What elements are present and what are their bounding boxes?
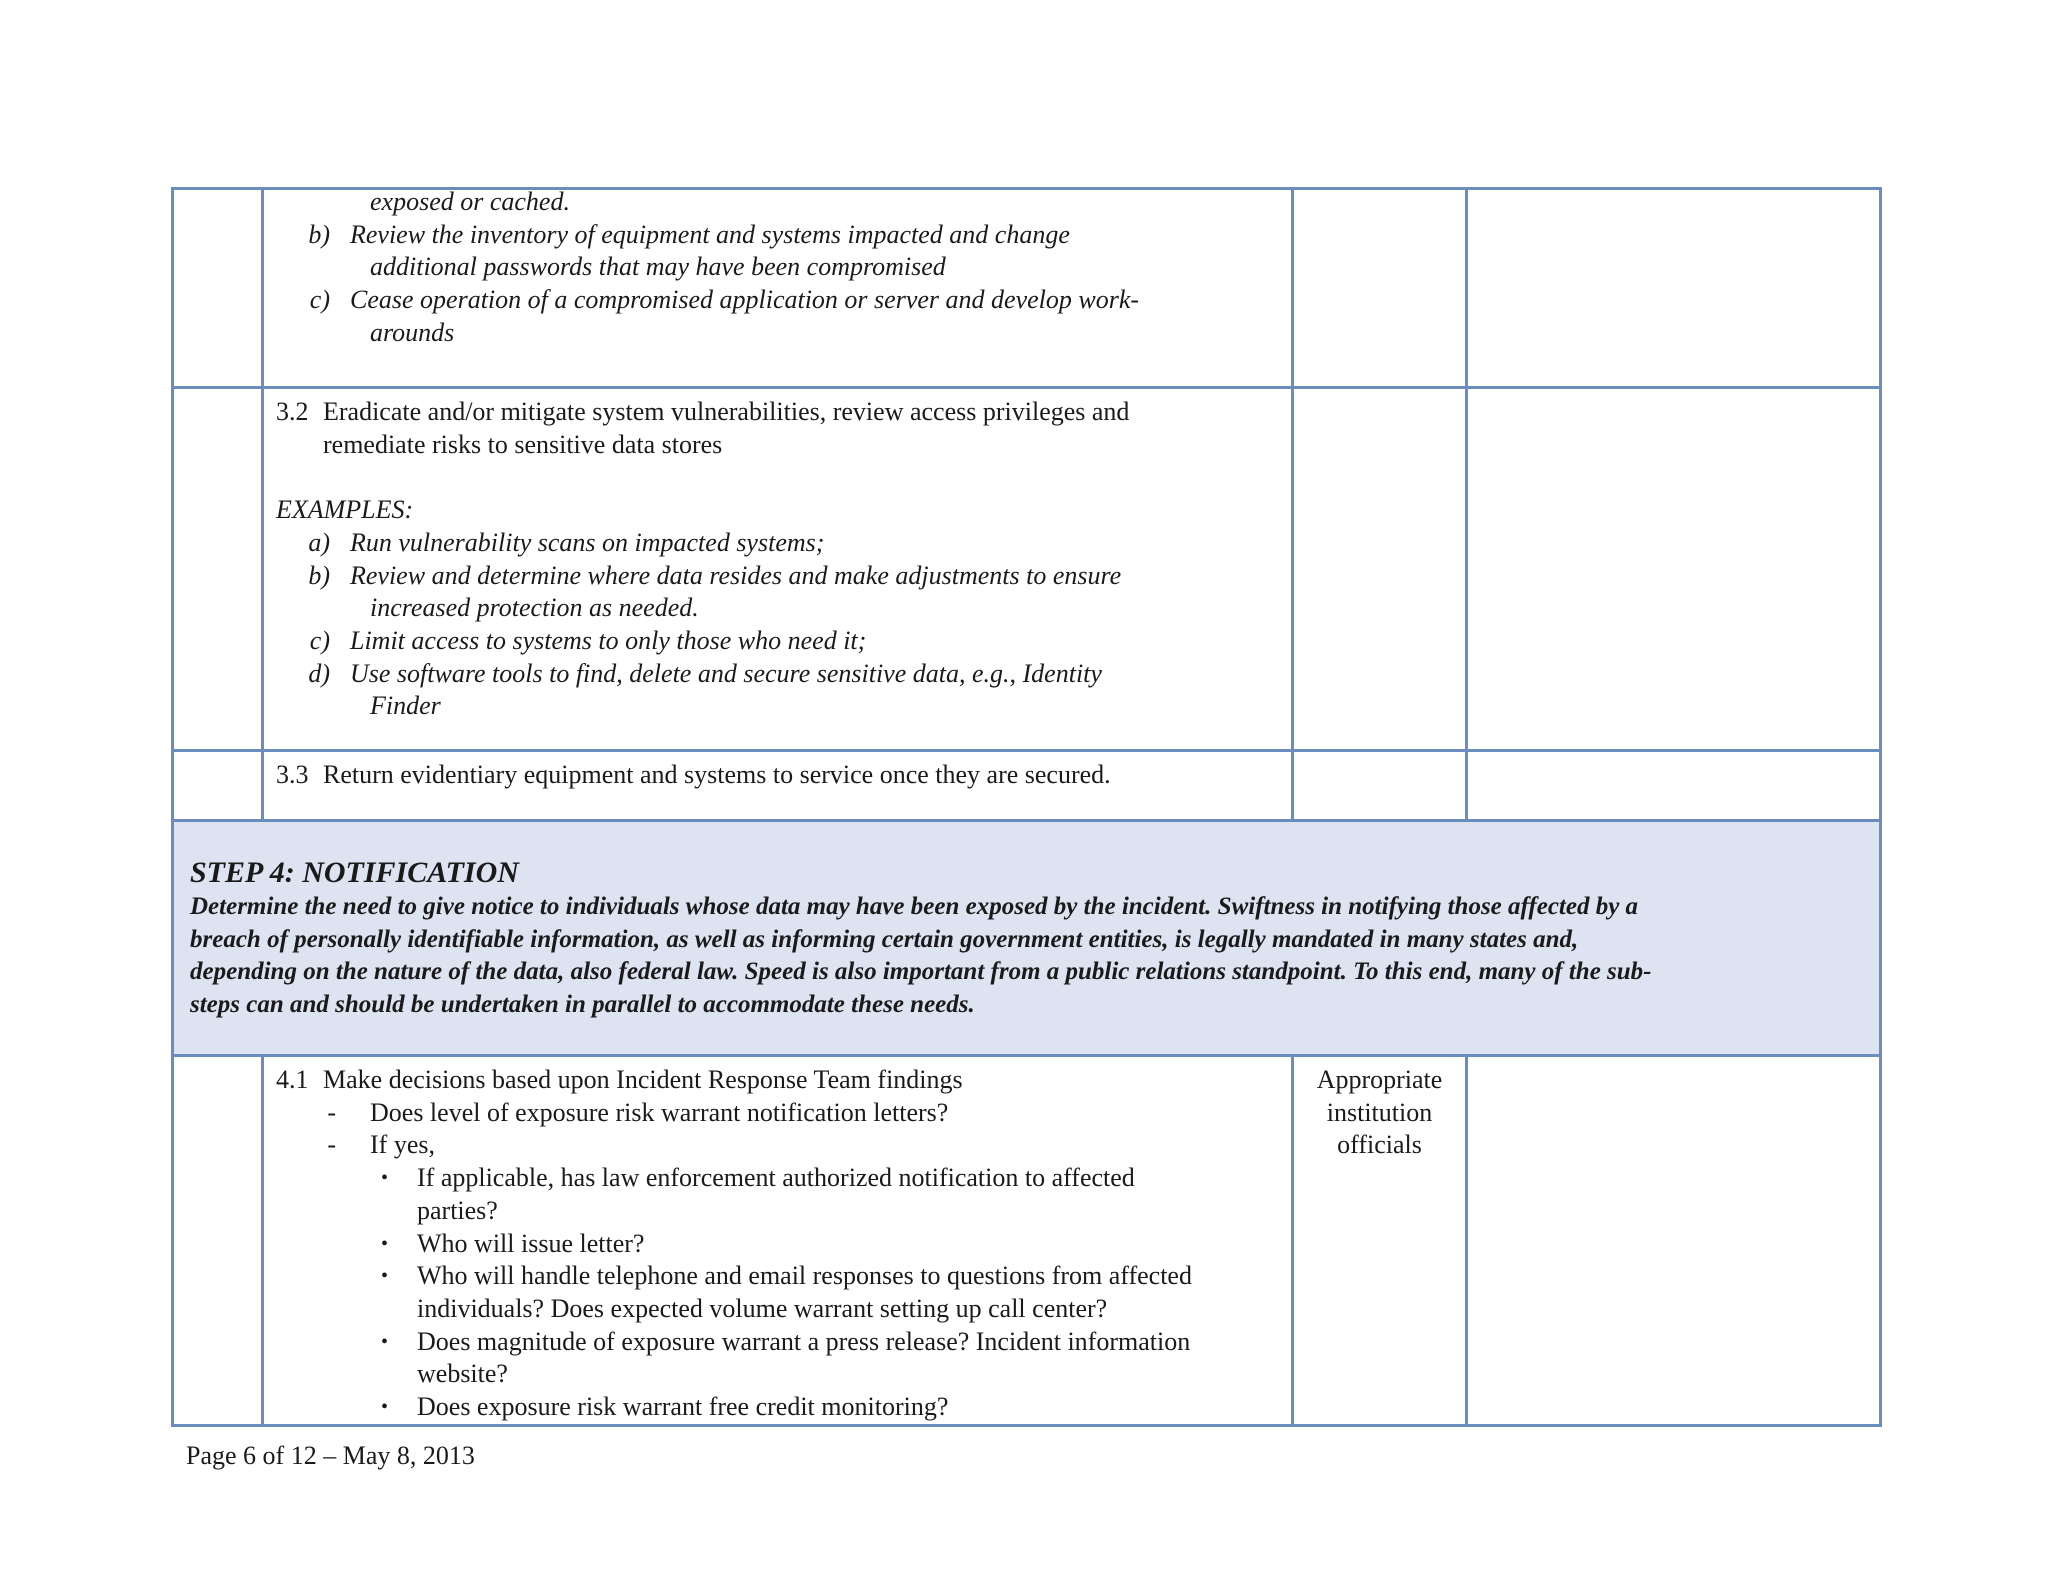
action-cell [263,388,1293,751]
step-number-cell [173,751,263,821]
numbered-item-continuation: remediate risks to sensitive data stores [323,429,723,459]
list-item-continuation: Finder [370,691,441,721]
bullet-item: • Who will handle telephone and email responses to questions from affected [380,1261,1192,1291]
notes-cell [1467,388,1881,751]
table-row [173,751,1881,821]
bullet-item: • If applicable, has law enforcement authorized notification to affected [380,1163,1135,1193]
action-cell [263,1056,1293,1426]
bullet-item-continuation: individuals? Does expected volume warrant setting up call center? [417,1293,1108,1323]
responsible-line: institution [1326,1097,1433,1127]
description-line: depending on the nature of the data, also federal law. Speed is also important from a public relations standpoint. To this end, many of the sub- [190,958,1652,986]
table-row [173,1056,1881,1426]
responsible-cell [1293,751,1467,821]
list-item-continuation: increased protection as needed. [370,593,699,623]
table-row [173,189,1881,388]
responsible-cell [1293,189,1467,388]
description-line: Determine the need to give notice to individuals whose data may have been exposed by the incident. Swiftness in notifying those affected by a [190,893,1639,920]
bullet-item-continuation: website? [417,1359,508,1389]
notes-cell [1467,1056,1881,1426]
step-title: STEP 4: NOTIFICATION [190,856,519,889]
responsible-cell [1293,388,1467,751]
notes-cell [1467,189,1881,388]
step-description [190,891,1863,1022]
table-row [173,821,1881,1056]
page-footer: Page 6 of 12 – May 8, 2013 [186,1441,475,1470]
bullet-item: • Does magnitude of exposure warrant a press release? Incident information [380,1326,1191,1356]
bullet-item: • Does exposure risk warrant free credit monitoring? [380,1392,949,1422]
notes-cell [1467,751,1881,821]
step-number-cell [173,1056,263,1426]
description-line: steps can and should be undertaken in parallel to accommodate these needs. [190,991,975,1019]
table-row [173,388,1881,751]
step-number-cell [173,388,263,751]
list-item: b) Review the inventory of equipment and systems impacted and change [308,219,1070,249]
list-item-continuation: arounds [370,317,455,347]
numbered-item: 3.3 Return evidentiary equipment and systems to service once they are secured. [276,760,1111,789]
description-line: breach of personally identifiable information, as well as informing certain government entities, is legally mandated in many states and, [190,925,1579,953]
list-item: b) Review and determine where data resides and make adjustments to ensure [308,560,1122,590]
continued-line: exposed or cached. [370,187,570,216]
numbered-item: 4.1 Make decisions based upon Incident Response Team findings [276,1065,963,1094]
dash-item: - If yes, [327,1130,435,1160]
step-header-cell [173,821,1881,1056]
incident-response-table [171,187,1882,1427]
list-item-continuation: additional passwords that may have been compromised [370,252,946,282]
list-item: d) Use software tools to find, delete and secure sensitive data, e.g., Identity [308,658,1102,688]
list-item: c) Limit access to systems to only those who need it; [309,625,867,655]
responsible-line: officials [1337,1130,1422,1160]
bullet-item: • Who will issue letter? [380,1228,645,1258]
bullet-item-continuation: parties? [417,1195,498,1225]
list-item: a) Run vulnerability scans on impacted systems; [308,527,825,557]
list-item: c) Cease operation of a compromised application or server and develop work- [309,285,1140,315]
step-number-cell [173,189,263,388]
examples-label: EXAMPLES: [276,495,414,525]
action-cell [263,189,1293,388]
responsible-line: Appropriate [1316,1065,1443,1094]
dash-item: - Does level of exposure risk warrant notification letters? [327,1097,949,1127]
responsible-cell [1293,1056,1467,1426]
numbered-item: 3.2 Eradicate and/or mitigate system vulnerabilities, review access privileges and [276,397,1130,426]
action-cell [263,751,1293,821]
